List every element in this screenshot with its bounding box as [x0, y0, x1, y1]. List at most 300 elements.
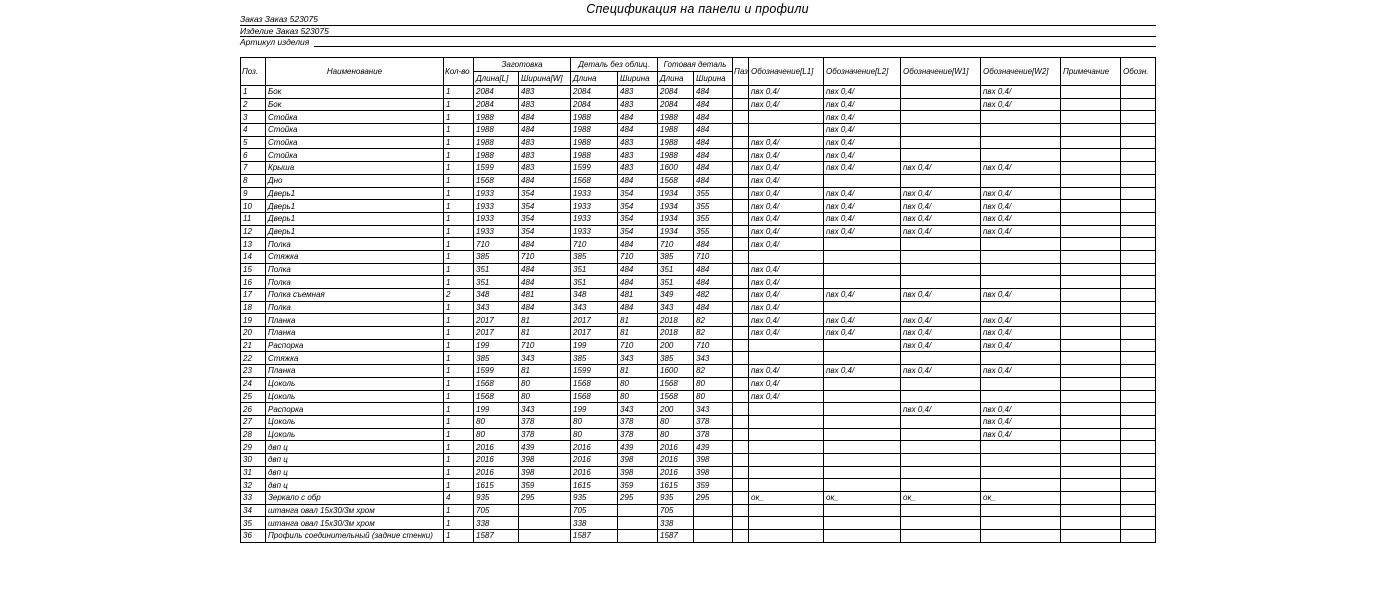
cell-shirina-w: 483 — [519, 86, 571, 99]
cell-l1 — [749, 124, 824, 137]
cell-w2: пвх 0,4/ — [981, 428, 1061, 441]
cell-shirina-bez-oblic: 484 — [618, 263, 658, 276]
table-row — [241, 327, 1156, 340]
cell-w1 — [901, 390, 981, 403]
cell-w1: пвх 0,4/ — [901, 200, 981, 213]
cell-l1 — [749, 403, 824, 416]
cell-l1 — [749, 504, 824, 517]
cell-qty: 1 — [444, 428, 474, 441]
cell-poz: 32 — [241, 479, 266, 492]
col-group-zagotovka: Заготовка — [474, 58, 571, 72]
cell-l1: пвх 0,4/ — [749, 238, 824, 251]
cell-dlina-gotovaya: 1988 — [658, 136, 694, 149]
table-row — [241, 377, 1156, 390]
table-row — [241, 453, 1156, 466]
table-row — [241, 390, 1156, 403]
cell-l2 — [824, 301, 901, 314]
cell-shirina-gotovaya: 398 — [694, 466, 733, 479]
cell-paz — [733, 162, 749, 175]
cell-name: Стяжка — [266, 250, 444, 263]
cell-w2: пвх 0,4/ — [981, 187, 1061, 200]
cell-qty: 1 — [444, 162, 474, 175]
cell-dlina-gotovaya: 1934 — [658, 225, 694, 238]
cell-l1 — [749, 441, 824, 454]
cell-shirina-w: 354 — [519, 200, 571, 213]
cell-poz: 36 — [241, 530, 266, 543]
cell-dlina-l: 338 — [474, 517, 519, 530]
cell-qty: 2 — [444, 289, 474, 302]
cell-dlina-l: 1988 — [474, 136, 519, 149]
cell-w1 — [901, 428, 981, 441]
cell-w1 — [901, 504, 981, 517]
cell-qty: 1 — [444, 263, 474, 276]
cell-w1 — [901, 377, 981, 390]
cell-obozn — [1121, 403, 1156, 416]
cell-note — [1061, 187, 1121, 200]
cell-poz: 6 — [241, 149, 266, 162]
cell-l2 — [824, 390, 901, 403]
cell-shirina-w: 81 — [519, 327, 571, 340]
cell-note — [1061, 339, 1121, 352]
cell-poz: 26 — [241, 403, 266, 416]
cell-dlina-gotovaya: 2018 — [658, 314, 694, 327]
cell-l2 — [824, 530, 901, 543]
table-row — [241, 98, 1156, 111]
cell-obozn — [1121, 276, 1156, 289]
cell-dlina-gotovaya: 1615 — [658, 479, 694, 492]
cell-dlina-l: 705 — [474, 504, 519, 517]
cell-l1 — [749, 466, 824, 479]
cell-l2: ок_ — [824, 492, 901, 505]
cell-w1: пвх 0,4/ — [901, 327, 981, 340]
cell-poz: 14 — [241, 250, 266, 263]
cell-obozn — [1121, 86, 1156, 99]
table-row — [241, 225, 1156, 238]
spec-table — [240, 57, 1156, 543]
cell-poz: 34 — [241, 504, 266, 517]
table-row — [241, 263, 1156, 276]
cell-dlina-bez-oblic: 1568 — [571, 174, 618, 187]
cell-name: Цоколь — [266, 390, 444, 403]
cell-l2 — [824, 250, 901, 263]
cell-dlina-bez-oblic: 80 — [571, 428, 618, 441]
cell-shirina-gotovaya: 80 — [694, 390, 733, 403]
cell-w2: пвх 0,4/ — [981, 162, 1061, 175]
cell-shirina-w — [519, 504, 571, 517]
cell-shirina-w: 484 — [519, 238, 571, 251]
product-field-label: Изделие Заказ 523075 — [240, 25, 329, 36]
cell-w2: пвх 0,4/ — [981, 314, 1061, 327]
cell-note — [1061, 174, 1121, 187]
cell-l1: пвх 0,4/ — [749, 98, 824, 111]
cell-w1 — [901, 250, 981, 263]
cell-paz — [733, 263, 749, 276]
cell-poz: 28 — [241, 428, 266, 441]
cell-name: Дверь1 — [266, 200, 444, 213]
cell-obozn — [1121, 301, 1156, 314]
cell-shirina-bez-oblic: 439 — [618, 441, 658, 454]
cell-w1: ок_ — [901, 492, 981, 505]
cell-shirina-gotovaya: 355 — [694, 212, 733, 225]
cell-note — [1061, 415, 1121, 428]
cell-l1: пвх 0,4/ — [749, 377, 824, 390]
cell-shirina-w: 378 — [519, 428, 571, 441]
cell-shirina-gotovaya: 484 — [694, 111, 733, 124]
cell-l2: пвх 0,4/ — [824, 365, 901, 378]
cell-shirina-gotovaya: 355 — [694, 187, 733, 200]
cell-dlina-l: 2084 — [474, 98, 519, 111]
cell-dlina-bez-oblic: 935 — [571, 492, 618, 505]
cell-paz — [733, 530, 749, 543]
cell-dlina-gotovaya: 349 — [658, 289, 694, 302]
cell-w1 — [901, 149, 981, 162]
cell-dlina-l: 1587 — [474, 530, 519, 543]
cell-l1 — [749, 530, 824, 543]
table-row — [241, 352, 1156, 365]
cell-name: Распорка — [266, 403, 444, 416]
col-header-shirina-bez-oblic: Ширина — [618, 72, 658, 86]
col-header-poz: Поз. — [241, 58, 266, 86]
cell-w1: пвх 0,4/ — [901, 339, 981, 352]
cell-dlina-bez-oblic: 1587 — [571, 530, 618, 543]
cell-l1 — [749, 517, 824, 530]
cell-poz: 4 — [241, 124, 266, 137]
cell-qty: 1 — [444, 517, 474, 530]
cell-dlina-gotovaya: 385 — [658, 352, 694, 365]
cell-w1 — [901, 352, 981, 365]
cell-w2 — [981, 453, 1061, 466]
cell-shirina-gotovaya: 484 — [694, 149, 733, 162]
cell-shirina-bez-oblic: 484 — [618, 276, 658, 289]
cell-paz — [733, 111, 749, 124]
cell-dlina-gotovaya: 2016 — [658, 453, 694, 466]
cell-poz: 19 — [241, 314, 266, 327]
cell-l2 — [824, 263, 901, 276]
cell-shirina-gotovaya: 710 — [694, 250, 733, 263]
cell-l2 — [824, 238, 901, 251]
cell-dlina-gotovaya: 2084 — [658, 98, 694, 111]
cell-paz — [733, 187, 749, 200]
cell-w2: пвх 0,4/ — [981, 365, 1061, 378]
cell-dlina-l: 1988 — [474, 124, 519, 137]
cell-dlina-bez-oblic: 2016 — [571, 466, 618, 479]
cell-shirina-w: 481 — [519, 289, 571, 302]
cell-qty: 1 — [444, 212, 474, 225]
cell-paz — [733, 466, 749, 479]
cell-l2: пвх 0,4/ — [824, 136, 901, 149]
cell-shirina-gotovaya: 710 — [694, 339, 733, 352]
table-row — [241, 492, 1156, 505]
cell-l2 — [824, 415, 901, 428]
cell-dlina-bez-oblic: 1933 — [571, 187, 618, 200]
table-row — [241, 504, 1156, 517]
table-row — [241, 479, 1156, 492]
cell-obozn — [1121, 365, 1156, 378]
table-row — [241, 212, 1156, 225]
order-field-label: Заказ Заказ 523075 — [240, 14, 318, 24]
cell-poz: 8 — [241, 174, 266, 187]
cell-qty: 1 — [444, 415, 474, 428]
cell-shirina-bez-oblic: 81 — [618, 314, 658, 327]
cell-dlina-l: 343 — [474, 301, 519, 314]
cell-dlina-l: 348 — [474, 289, 519, 302]
cell-dlina-l: 1988 — [474, 149, 519, 162]
cell-l2: пвх 0,4/ — [824, 187, 901, 200]
cell-dlina-l: 1599 — [474, 365, 519, 378]
table-row — [241, 365, 1156, 378]
cell-l2: пвх 0,4/ — [824, 111, 901, 124]
cell-dlina-bez-oblic: 1988 — [571, 111, 618, 124]
cell-paz — [733, 415, 749, 428]
cell-poz: 12 — [241, 225, 266, 238]
cell-l2: пвх 0,4/ — [824, 212, 901, 225]
cell-name: двп ц — [266, 479, 444, 492]
cell-l2: пвх 0,4/ — [824, 327, 901, 340]
cell-dlina-bez-oblic: 385 — [571, 250, 618, 263]
cell-dlina-bez-oblic: 2017 — [571, 314, 618, 327]
cell-w1: пвх 0,4/ — [901, 403, 981, 416]
cell-qty: 1 — [444, 238, 474, 251]
cell-l2: пвх 0,4/ — [824, 124, 901, 137]
table-row — [241, 238, 1156, 251]
cell-w1: пвх 0,4/ — [901, 289, 981, 302]
cell-qty: 1 — [444, 124, 474, 137]
cell-l1 — [749, 479, 824, 492]
cell-name: Зеркало с обр — [266, 492, 444, 505]
cell-paz — [733, 492, 749, 505]
cell-w2: пвх 0,4/ — [981, 403, 1061, 416]
cell-obozn — [1121, 504, 1156, 517]
cell-obozn — [1121, 492, 1156, 505]
cell-paz — [733, 250, 749, 263]
cell-obozn — [1121, 390, 1156, 403]
cell-shirina-gotovaya: 82 — [694, 327, 733, 340]
cell-w2 — [981, 124, 1061, 137]
cell-poz: 24 — [241, 377, 266, 390]
cell-name: Полка — [266, 276, 444, 289]
cell-shirina-w: 483 — [519, 98, 571, 111]
cell-shirina-gotovaya: 484 — [694, 174, 733, 187]
cell-shirina-gotovaya: 355 — [694, 225, 733, 238]
cell-obozn — [1121, 377, 1156, 390]
cell-dlina-gotovaya: 338 — [658, 517, 694, 530]
cell-name: Дверь1 — [266, 212, 444, 225]
cell-name: штанга овал 15х30/3м хром — [266, 517, 444, 530]
cell-name: Цоколь — [266, 428, 444, 441]
cell-w1: пвх 0,4/ — [901, 162, 981, 175]
cell-dlina-gotovaya: 705 — [658, 504, 694, 517]
cell-name: Планка — [266, 365, 444, 378]
cell-shirina-bez-oblic: 80 — [618, 377, 658, 390]
table-row — [241, 289, 1156, 302]
cell-l2 — [824, 403, 901, 416]
cell-qty: 1 — [444, 365, 474, 378]
cell-paz — [733, 441, 749, 454]
cell-w2 — [981, 377, 1061, 390]
cell-dlina-bez-oblic: 710 — [571, 238, 618, 251]
cell-w2 — [981, 149, 1061, 162]
cell-note — [1061, 517, 1121, 530]
cell-l2: пвх 0,4/ — [824, 86, 901, 99]
cell-paz — [733, 200, 749, 213]
cell-w2: пвх 0,4/ — [981, 200, 1061, 213]
cell-obozn — [1121, 212, 1156, 225]
table-row — [241, 200, 1156, 213]
cell-shirina-w: 710 — [519, 339, 571, 352]
cell-note — [1061, 365, 1121, 378]
cell-dlina-bez-oblic: 1933 — [571, 212, 618, 225]
cell-obozn — [1121, 225, 1156, 238]
cell-dlina-bez-oblic: 2016 — [571, 453, 618, 466]
cell-poz: 21 — [241, 339, 266, 352]
cell-w1 — [901, 441, 981, 454]
cell-qty: 1 — [444, 441, 474, 454]
cell-note — [1061, 124, 1121, 137]
cell-w1 — [901, 174, 981, 187]
cell-dlina-l: 2017 — [474, 314, 519, 327]
cell-dlina-bez-oblic: 338 — [571, 517, 618, 530]
cell-l1: пвх 0,4/ — [749, 212, 824, 225]
cell-l2: пвх 0,4/ — [824, 200, 901, 213]
col-header-primechanie: Примечание — [1061, 58, 1121, 86]
cell-w1: пвх 0,4/ — [901, 365, 981, 378]
cell-poz: 11 — [241, 212, 266, 225]
cell-w1: пвх 0,4/ — [901, 225, 981, 238]
cell-note — [1061, 111, 1121, 124]
cell-note — [1061, 162, 1121, 175]
cell-l1 — [749, 250, 824, 263]
cell-obozn — [1121, 263, 1156, 276]
cell-dlina-bez-oblic: 1988 — [571, 124, 618, 137]
cell-l2 — [824, 466, 901, 479]
cell-shirina-bez-oblic: 378 — [618, 415, 658, 428]
cell-dlina-bez-oblic: 2084 — [571, 98, 618, 111]
cell-dlina-gotovaya: 385 — [658, 250, 694, 263]
cell-note — [1061, 86, 1121, 99]
order-field — [240, 14, 1156, 26]
cell-shirina-gotovaya: 484 — [694, 162, 733, 175]
cell-obozn — [1121, 339, 1156, 352]
cell-name: двп ц — [266, 466, 444, 479]
cell-shirina-bez-oblic: 354 — [618, 225, 658, 238]
col-header-dlina-gotovaya: Длина — [658, 72, 694, 86]
cell-l1: пвх 0,4/ — [749, 289, 824, 302]
cell-name: Стойка — [266, 124, 444, 137]
cell-l1: пвх 0,4/ — [749, 327, 824, 340]
cell-paz — [733, 238, 749, 251]
cell-w2: пвх 0,4/ — [981, 339, 1061, 352]
cell-paz — [733, 453, 749, 466]
cell-name: двп ц — [266, 441, 444, 454]
table-row — [241, 250, 1156, 263]
cell-w2 — [981, 479, 1061, 492]
cell-shirina-bez-oblic: 484 — [618, 301, 658, 314]
cell-dlina-gotovaya: 1568 — [658, 390, 694, 403]
cell-l2 — [824, 504, 901, 517]
cell-dlina-gotovaya: 2016 — [658, 466, 694, 479]
cell-poz: 10 — [241, 200, 266, 213]
cell-poz: 17 — [241, 289, 266, 302]
cell-qty: 1 — [444, 352, 474, 365]
cell-l1: пвх 0,4/ — [749, 136, 824, 149]
table-row — [241, 428, 1156, 441]
cell-name: Цоколь — [266, 415, 444, 428]
cell-poz: 29 — [241, 441, 266, 454]
cell-paz — [733, 479, 749, 492]
cell-l1 — [749, 415, 824, 428]
cell-qty: 1 — [444, 314, 474, 327]
cell-dlina-l: 2084 — [474, 86, 519, 99]
cell-qty: 1 — [444, 98, 474, 111]
cell-shirina-bez-oblic: 354 — [618, 212, 658, 225]
table-row — [241, 124, 1156, 137]
cell-shirina-gotovaya: 343 — [694, 352, 733, 365]
cell-paz — [733, 377, 749, 390]
cell-dlina-gotovaya: 200 — [658, 403, 694, 416]
cell-note — [1061, 428, 1121, 441]
cell-shirina-bez-oblic: 354 — [618, 187, 658, 200]
cell-paz — [733, 517, 749, 530]
cell-shirina-gotovaya: 295 — [694, 492, 733, 505]
table-row — [241, 339, 1156, 352]
cell-note — [1061, 200, 1121, 213]
header-row-groups — [241, 58, 1156, 72]
cell-dlina-l: 1568 — [474, 390, 519, 403]
col-header-shirina-gotovaya: Ширина — [694, 72, 733, 86]
col-header-oboznachenie-w2: Обозначение[W2] — [981, 58, 1061, 86]
cell-dlina-gotovaya: 1934 — [658, 200, 694, 213]
cell-dlina-bez-oblic: 1988 — [571, 149, 618, 162]
cell-note — [1061, 377, 1121, 390]
cell-qty: 1 — [444, 339, 474, 352]
cell-paz — [733, 289, 749, 302]
cell-name: Полка — [266, 238, 444, 251]
cell-dlina-bez-oblic: 1599 — [571, 365, 618, 378]
cell-shirina-w: 398 — [519, 466, 571, 479]
cell-shirina-gotovaya: 484 — [694, 301, 733, 314]
cell-note — [1061, 263, 1121, 276]
cell-l2 — [824, 276, 901, 289]
cell-name: Дно — [266, 174, 444, 187]
cell-name: Бок — [266, 86, 444, 99]
cell-name: Полка — [266, 263, 444, 276]
table-row — [241, 149, 1156, 162]
cell-l1: пвх 0,4/ — [749, 314, 824, 327]
cell-shirina-gotovaya: 484 — [694, 98, 733, 111]
cell-shirina-w: 80 — [519, 377, 571, 390]
table-row — [241, 174, 1156, 187]
cell-shirina-bez-oblic: 483 — [618, 162, 658, 175]
cell-dlina-gotovaya: 935 — [658, 492, 694, 505]
cell-poz: 31 — [241, 466, 266, 479]
cell-paz — [733, 136, 749, 149]
cell-w1 — [901, 136, 981, 149]
cell-w2 — [981, 517, 1061, 530]
cell-obozn — [1121, 174, 1156, 187]
cell-shirina-gotovaya — [694, 504, 733, 517]
cell-l1: пвх 0,4/ — [749, 225, 824, 238]
cell-note — [1061, 390, 1121, 403]
cell-shirina-w: 354 — [519, 212, 571, 225]
cell-qty: 1 — [444, 327, 474, 340]
cell-w2 — [981, 441, 1061, 454]
cell-shirina-w: 484 — [519, 301, 571, 314]
cell-dlina-l: 1615 — [474, 479, 519, 492]
col-header-oboznachenie-w1: Обозначение[W1] — [901, 58, 981, 86]
cell-dlina-bez-oblic: 2016 — [571, 441, 618, 454]
cell-note — [1061, 301, 1121, 314]
cell-dlina-l: 351 — [474, 263, 519, 276]
